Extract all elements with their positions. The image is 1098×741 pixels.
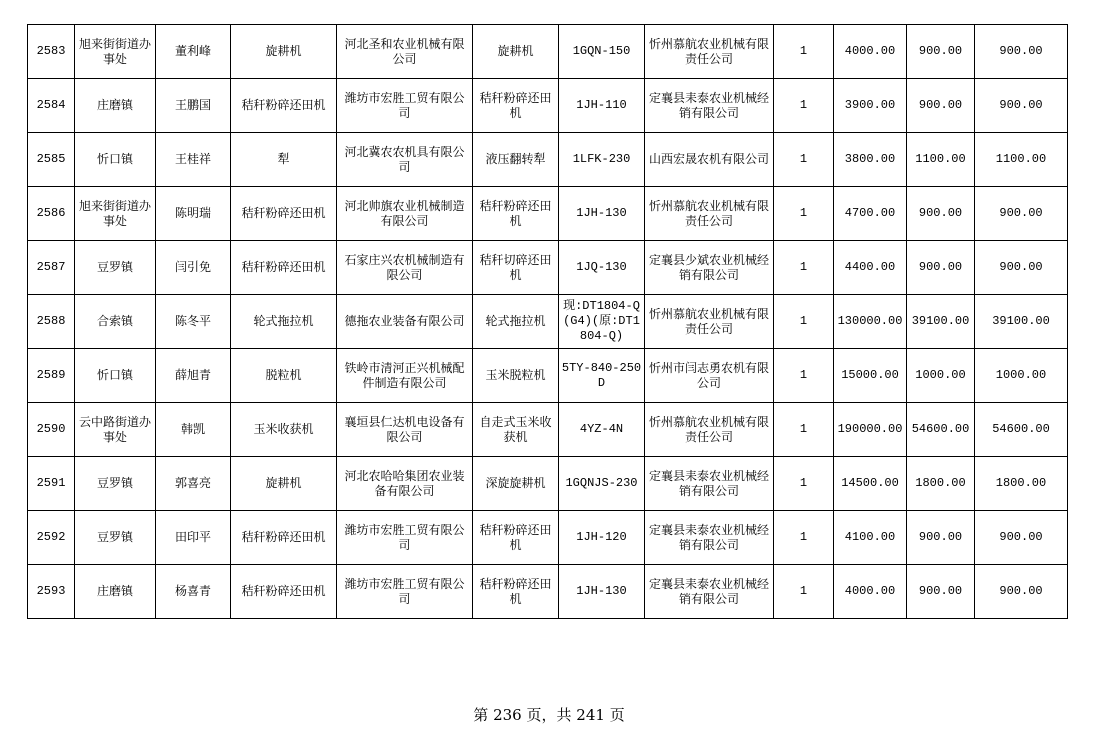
row-number-cell: 2591 — [28, 457, 75, 511]
central-subsidy-cell: 900.00 — [907, 241, 975, 295]
applicant-name-cell: 薛旭青 — [156, 349, 231, 403]
township-cell: 云中路街道办事处 — [75, 403, 156, 457]
row-number-cell: 2587 — [28, 241, 75, 295]
product-name-cell: 液压翻转犁 — [473, 133, 559, 187]
dealer-cell: 忻州慕航农业机械有限责任公司 — [645, 403, 774, 457]
table-row — [28, 295, 1068, 349]
quantity-cell: 1 — [774, 241, 834, 295]
model-cell — [559, 349, 645, 403]
quantity-cell: 1 — [774, 457, 834, 511]
manufacturer-cell: 德拖农业装备有限公司 — [337, 295, 473, 349]
machine-category-cell: 秸秆粉碎还田机 — [231, 79, 337, 133]
table-row — [28, 349, 1068, 403]
manufacturer-cell: 潍坊市宏胜工贸有限公司 — [337, 511, 473, 565]
row-number-cell: 2588 — [28, 295, 75, 349]
applicant-name-cell: 郭喜亮 — [156, 457, 231, 511]
dealer-cell: 定襄县耒泰农业机械经销有限公司 — [645, 565, 774, 619]
machine-category-cell: 脱粒机 — [231, 349, 337, 403]
township-cell: 豆罗镇 — [75, 511, 156, 565]
manufacturer-cell: 铁岭市清河正兴机械配件制造有限公司 — [337, 349, 473, 403]
row-number-cell: 2593 — [28, 565, 75, 619]
total-subsidy-cell: 900.00 — [975, 565, 1068, 619]
row-number-cell: 2592 — [28, 511, 75, 565]
machine-category-cell: 秸秆粉碎还田机 — [231, 565, 337, 619]
footer-current-page: 236 — [493, 706, 522, 724]
township-cell: 忻口镇 — [75, 349, 156, 403]
applicant-name-cell: 王桂祥 — [156, 133, 231, 187]
township-cell: 豆罗镇 — [75, 457, 156, 511]
model-text: 1GQNJS-230 — [565, 476, 638, 490]
sale-price-cell: 14500.00 — [834, 457, 907, 511]
sale-price-cell: 4000.00 — [834, 25, 907, 79]
sale-price-cell: 190000.00 — [834, 403, 907, 457]
total-subsidy-cell: 1800.00 — [975, 457, 1068, 511]
model-text: 1LFK-230 — [572, 152, 631, 166]
dealer-cell: 忻州慕航农业机械有限责任公司 — [645, 25, 774, 79]
sale-price-cell: 4100.00 — [834, 511, 907, 565]
central-subsidy-cell: 900.00 — [907, 565, 975, 619]
central-subsidy-cell: 900.00 — [907, 511, 975, 565]
manufacturer-cell: 河北帅旗农业机械制造有限公司 — [337, 187, 473, 241]
township-cell: 旭来街街道办事处 — [75, 187, 156, 241]
central-subsidy-cell: 1000.00 — [907, 349, 975, 403]
model-text: 1GQN-150 — [572, 44, 631, 58]
footer-suffix: 页 — [609, 706, 625, 724]
product-name-cell: 秸秆粉碎还田机 — [473, 511, 559, 565]
machine-category-cell: 玉米收获机 — [231, 403, 337, 457]
dealer-cell: 忻州慕航农业机械有限责任公司 — [645, 295, 774, 349]
central-subsidy-cell: 54600.00 — [907, 403, 975, 457]
quantity-cell: 1 — [774, 349, 834, 403]
quantity-cell: 1 — [774, 25, 834, 79]
quantity-cell: 1 — [774, 403, 834, 457]
sale-price-cell: 4700.00 — [834, 187, 907, 241]
model-cell — [559, 565, 645, 619]
dealer-cell: 定襄县少斌农业机械经销有限公司 — [645, 241, 774, 295]
total-subsidy-cell: 1000.00 — [975, 349, 1068, 403]
total-subsidy-cell: 900.00 — [975, 79, 1068, 133]
sale-price-cell: 4400.00 — [834, 241, 907, 295]
dealer-cell: 忻州慕航农业机械有限责任公司 — [645, 187, 774, 241]
manufacturer-cell: 潍坊市宏胜工贸有限公司 — [337, 79, 473, 133]
quantity-cell: 1 — [774, 133, 834, 187]
machine-category-cell: 犁 — [231, 133, 337, 187]
sale-price-cell: 4000.00 — [834, 565, 907, 619]
product-name-cell: 轮式拖拉机 — [473, 295, 559, 349]
footer-prefix: 第 — [473, 706, 489, 724]
quantity-cell: 1 — [774, 187, 834, 241]
total-subsidy-cell: 900.00 — [975, 25, 1068, 79]
product-name-cell: 秸秆粉碎还田机 — [473, 187, 559, 241]
table-row — [28, 403, 1068, 457]
table-row — [28, 25, 1068, 79]
model-cell — [559, 457, 645, 511]
product-name-cell: 自走式玉米收获机 — [473, 403, 559, 457]
township-cell: 庄磨镇 — [75, 565, 156, 619]
machine-category-cell: 秸秆粉碎还田机 — [231, 241, 337, 295]
quantity-cell: 1 — [774, 79, 834, 133]
total-subsidy-cell: 1100.00 — [975, 133, 1068, 187]
footer-mid: 页，共 — [526, 706, 572, 724]
sale-price-cell: 3800.00 — [834, 133, 907, 187]
model-text: 1JH-120 — [576, 530, 627, 544]
total-subsidy-cell: 54600.00 — [975, 403, 1068, 457]
applicant-name-cell: 陈明瑞 — [156, 187, 231, 241]
manufacturer-cell: 石家庄兴农机械制造有限公司 — [337, 241, 473, 295]
township-cell: 旭来街街道办事处 — [75, 25, 156, 79]
total-subsidy-cell: 39100.00 — [975, 295, 1068, 349]
central-subsidy-cell: 1100.00 — [907, 133, 975, 187]
table-row — [28, 187, 1068, 241]
manufacturer-cell: 河北农哈哈集团农业装备有限公司 — [337, 457, 473, 511]
footer-total-pages: 241 — [576, 706, 605, 724]
table-row — [28, 511, 1068, 565]
applicant-name-cell: 王鹏国 — [156, 79, 231, 133]
product-name-cell: 秸秆粉碎还田机 — [473, 565, 559, 619]
table-row — [28, 79, 1068, 133]
machine-category-cell: 旋耕机 — [231, 457, 337, 511]
product-name-cell: 旋耕机 — [473, 25, 559, 79]
central-subsidy-cell: 39100.00 — [907, 295, 975, 349]
applicant-name-cell: 田印平 — [156, 511, 231, 565]
model-cell — [559, 511, 645, 565]
central-subsidy-cell: 900.00 — [907, 25, 975, 79]
sale-price-cell: 130000.00 — [834, 295, 907, 349]
model-text: 4YZ-4N — [579, 422, 624, 436]
model-cell — [559, 79, 645, 133]
model-cell — [559, 187, 645, 241]
product-name-cell: 深旋旋耕机 — [473, 457, 559, 511]
row-number-cell: 2583 — [28, 25, 75, 79]
applicant-name-cell: 杨喜青 — [156, 565, 231, 619]
total-subsidy-cell: 900.00 — [975, 241, 1068, 295]
dealer-cell: 定襄县耒泰农业机械经销有限公司 — [645, 511, 774, 565]
manufacturer-cell: 襄垣县仁达机电设备有限公司 — [337, 403, 473, 457]
model-text: 5TY-840-250D — [561, 360, 642, 390]
page-footer — [0, 704, 1098, 725]
table-row — [28, 457, 1068, 511]
applicant-name-cell: 陈冬平 — [156, 295, 231, 349]
model-text: 1JH-130 — [576, 206, 627, 220]
row-number-cell: 2585 — [28, 133, 75, 187]
table-body — [28, 25, 1068, 619]
model-text: 1JH-110 — [576, 98, 627, 112]
row-number-cell: 2590 — [28, 403, 75, 457]
township-cell: 庄磨镇 — [75, 79, 156, 133]
township-cell: 合索镇 — [75, 295, 156, 349]
product-name-cell: 玉米脱粒机 — [473, 349, 559, 403]
township-cell: 豆罗镇 — [75, 241, 156, 295]
dealer-cell: 定襄县耒泰农业机械经销有限公司 — [645, 79, 774, 133]
machine-category-cell: 秸秆粉碎还田机 — [231, 187, 337, 241]
quantity-cell: 1 — [774, 295, 834, 349]
quantity-cell: 1 — [774, 511, 834, 565]
total-subsidy-cell: 900.00 — [975, 187, 1068, 241]
central-subsidy-cell: 900.00 — [907, 79, 975, 133]
model-text: 1JH-130 — [576, 584, 627, 598]
dealer-cell: 定襄县耒泰农业机械经销有限公司 — [645, 457, 774, 511]
model-cell — [559, 241, 645, 295]
model-cell — [559, 403, 645, 457]
central-subsidy-cell: 1800.00 — [907, 457, 975, 511]
sale-price-cell: 3900.00 — [834, 79, 907, 133]
manufacturer-cell: 潍坊市宏胜工贸有限公司 — [337, 565, 473, 619]
central-subsidy-cell: 900.00 — [907, 187, 975, 241]
total-subsidy-cell: 900.00 — [975, 511, 1068, 565]
township-cell: 忻口镇 — [75, 133, 156, 187]
table-row — [28, 241, 1068, 295]
model-cell — [559, 25, 645, 79]
product-name-cell: 秸秆粉碎还田机 — [473, 79, 559, 133]
applicant-name-cell: 闫引免 — [156, 241, 231, 295]
table-row — [28, 565, 1068, 619]
model-text: 1JQ-130 — [576, 260, 627, 274]
model-cell — [559, 295, 645, 349]
sale-price-cell: 15000.00 — [834, 349, 907, 403]
dealer-cell: 山西宏晟农机有限公司 — [645, 133, 774, 187]
table-row — [28, 133, 1068, 187]
subsidy-table — [27, 24, 1068, 619]
dealer-cell: 忻州市闫志勇农机有限公司 — [645, 349, 774, 403]
manufacturer-cell: 河北冀农农机具有限公司 — [337, 133, 473, 187]
model-text: 现:DT1804-Q(G4)(原:DT1804-Q) — [563, 299, 640, 343]
quantity-cell: 1 — [774, 565, 834, 619]
row-number-cell: 2584 — [28, 79, 75, 133]
product-name-cell: 秸秆切碎还田机 — [473, 241, 559, 295]
row-number-cell: 2586 — [28, 187, 75, 241]
applicant-name-cell: 韩凯 — [156, 403, 231, 457]
applicant-name-cell: 董利峰 — [156, 25, 231, 79]
manufacturer-cell: 河北圣和农业机械有限公司 — [337, 25, 473, 79]
machine-category-cell: 旋耕机 — [231, 25, 337, 79]
machine-category-cell: 轮式拖拉机 — [231, 295, 337, 349]
row-number-cell: 2589 — [28, 349, 75, 403]
machine-category-cell: 秸秆粉碎还田机 — [231, 511, 337, 565]
model-cell — [559, 133, 645, 187]
